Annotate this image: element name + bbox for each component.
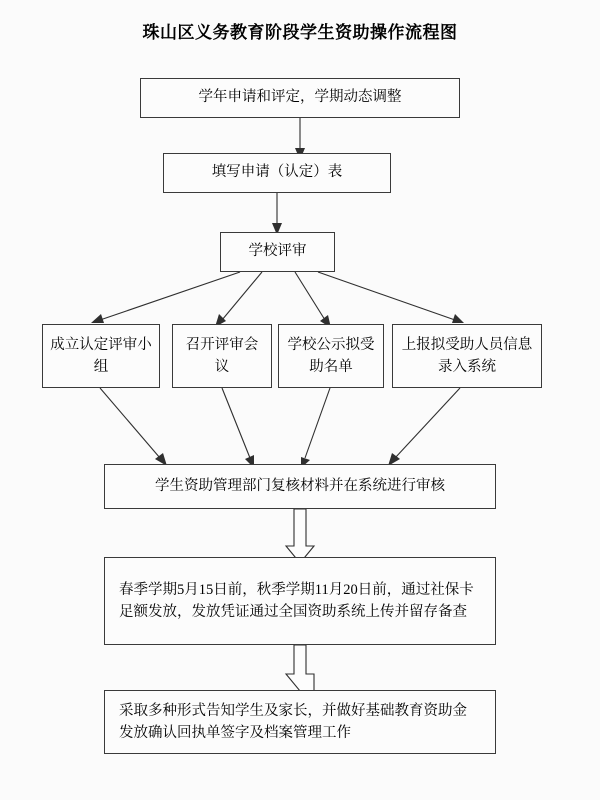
node-n4-label: 成立认定评审小组 (50, 336, 152, 375)
node-n4[interactable] (42, 324, 160, 388)
node-n9[interactable] (104, 557, 496, 645)
node-n8[interactable] (104, 464, 496, 509)
node-n1-label: 学年申请和评定，学期动态调整 (198, 89, 402, 106)
node-n2-label: 填写申请（认定）表 (211, 164, 343, 181)
page-title: 珠山区义务教育阶段学生资助操作流程图 (142, 23, 458, 42)
node-n5-label: 召开评审会议 (185, 336, 259, 375)
node-n3-label: 学校评审 (248, 243, 307, 260)
node-n7-label: 上报拟受助人员信息录入系统 (401, 336, 533, 375)
node-n10-label: 采取多种形式告知学生及家长，并做好基础教育资助金发放确认回执单签字及档案管理工作 (119, 702, 467, 741)
node-n10[interactable] (104, 690, 496, 754)
node-n5[interactable] (172, 324, 272, 388)
node-n7[interactable] (392, 324, 542, 388)
node-n8-label: 学生资助管理部门复核材料并在系统进行审核 (155, 477, 445, 494)
node-n2[interactable] (163, 153, 391, 193)
node-n9-label: 春季学期5月15日前，秋季学期11月20日前，通过社保卡足额发放，发放凭证通过全国资助系统上传并留存备查 (119, 581, 474, 620)
node-n6[interactable] (278, 324, 384, 388)
node-n3[interactable] (220, 232, 335, 272)
node-n1[interactable] (140, 78, 460, 118)
node-n6-label: 学校公示拟受助名单 (287, 336, 375, 375)
